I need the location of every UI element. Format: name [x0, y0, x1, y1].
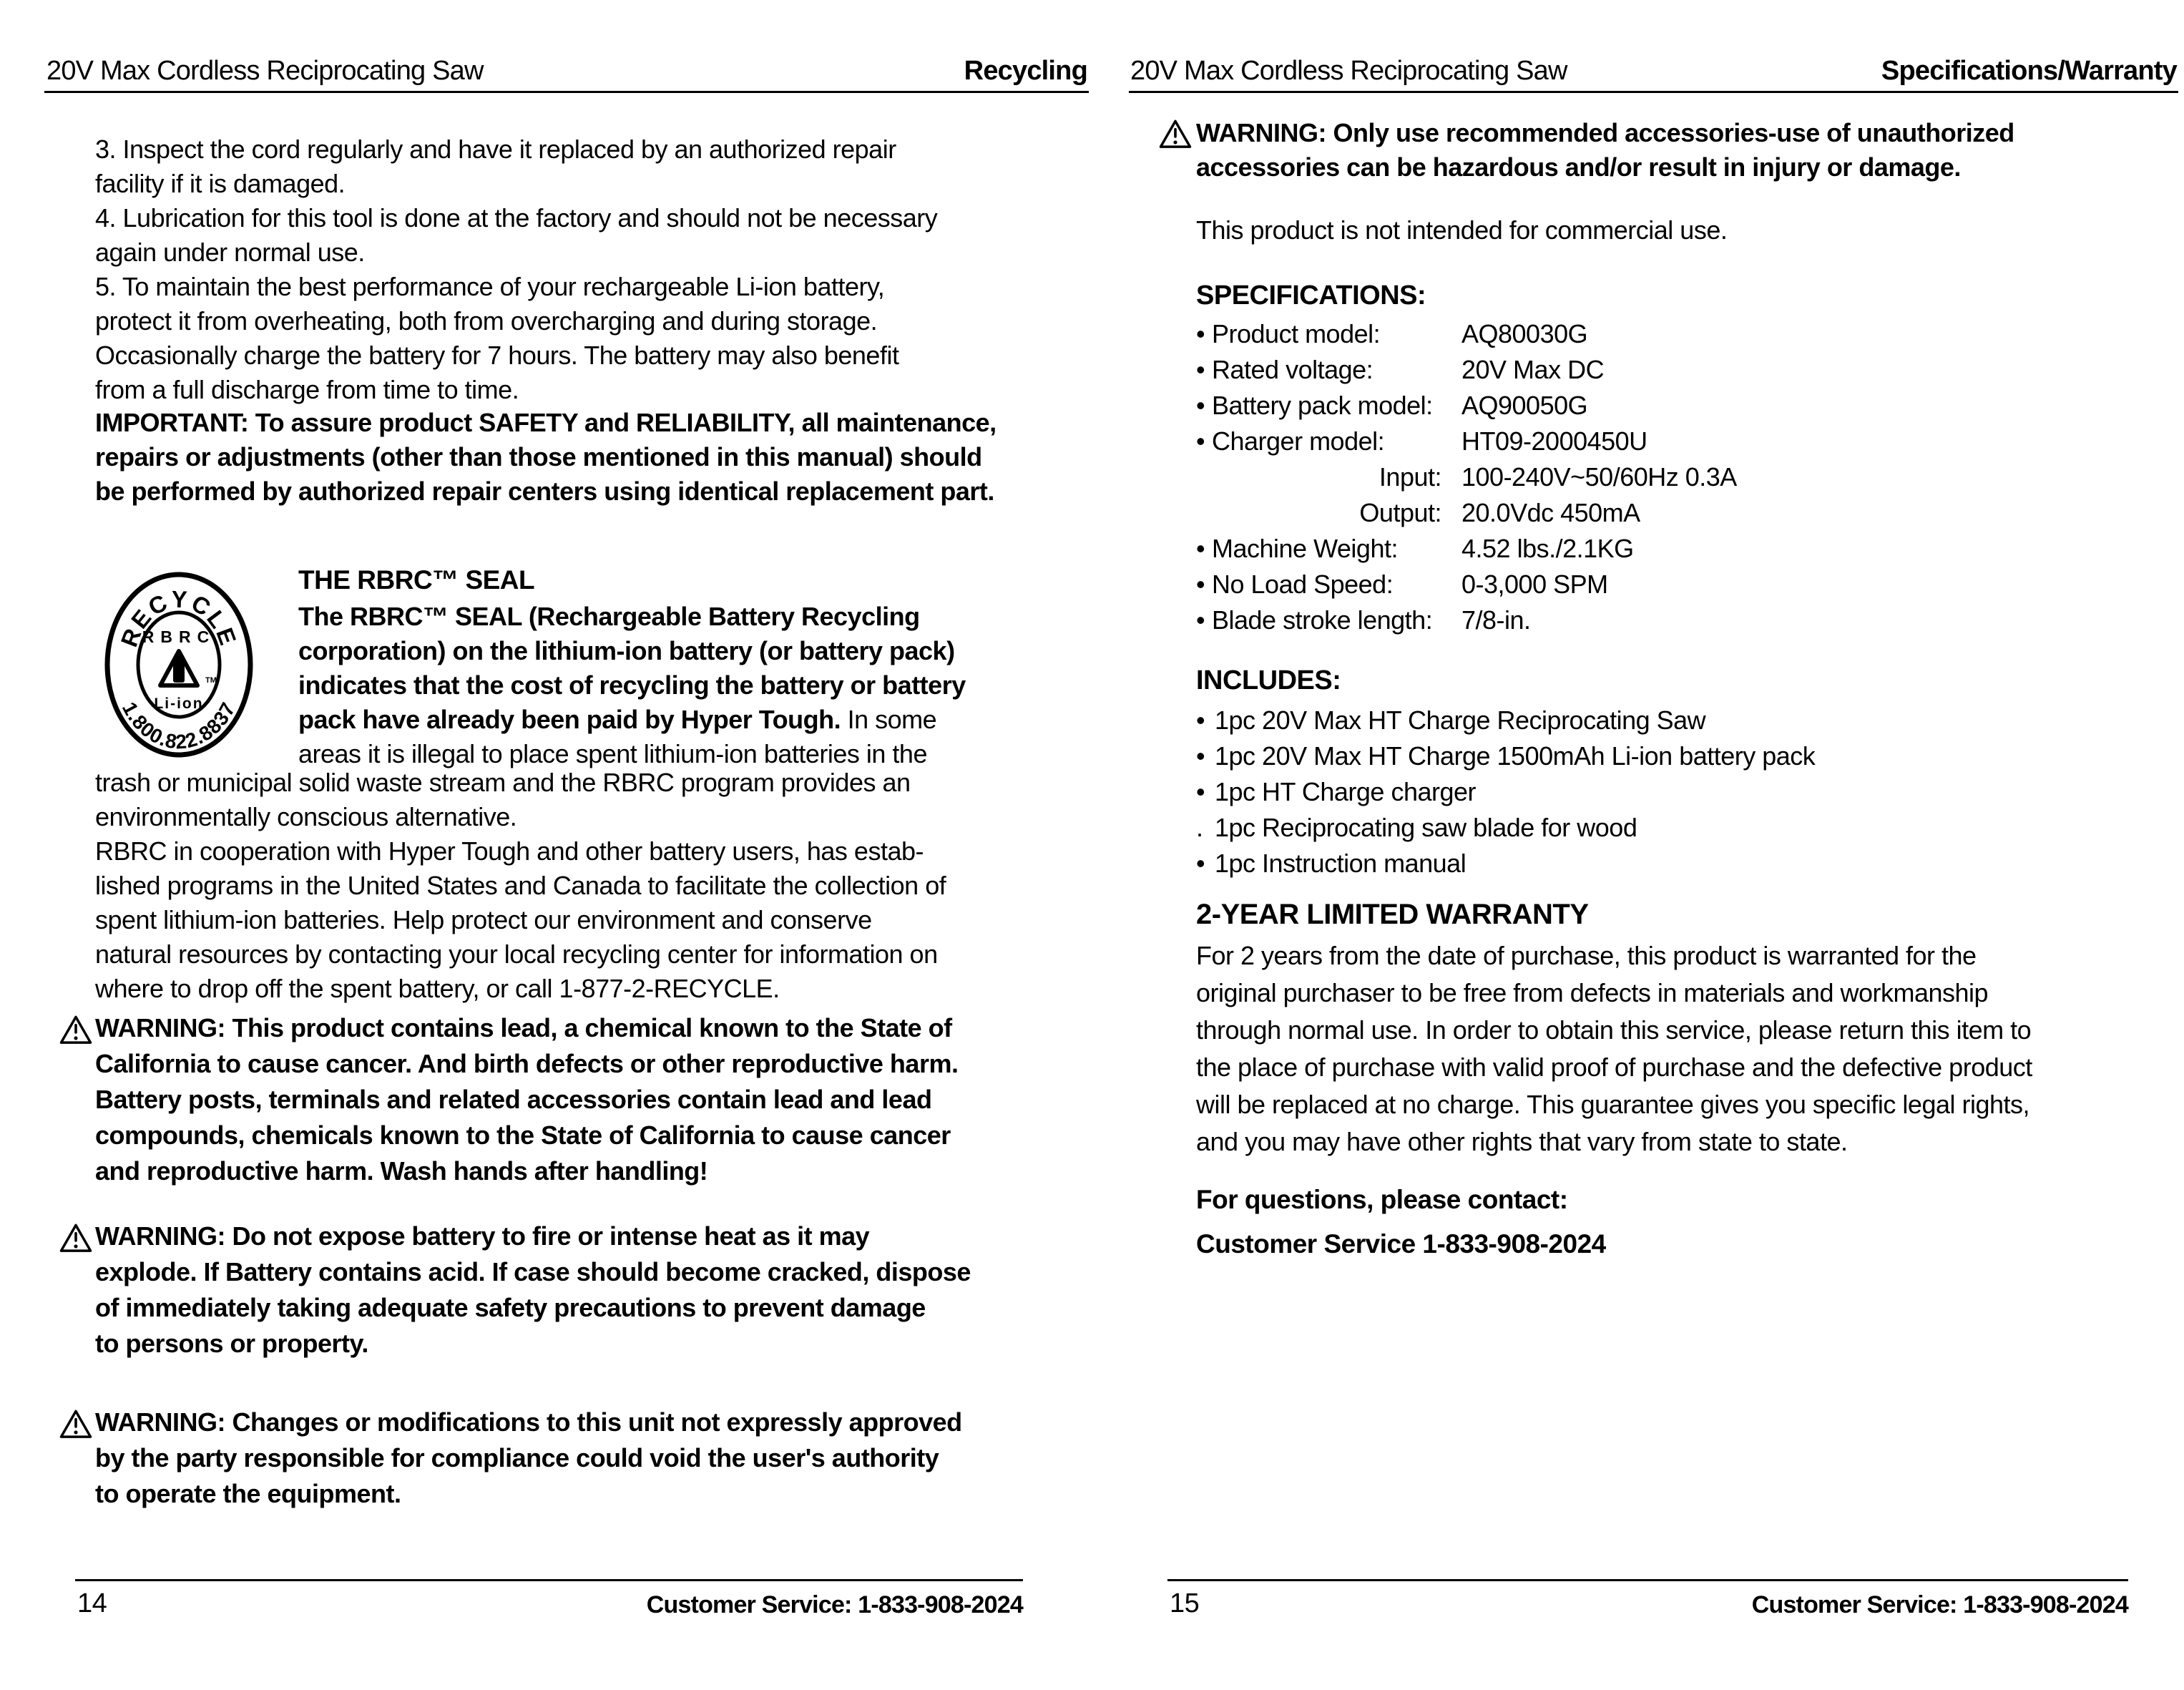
spec-bullet: •	[1196, 391, 1205, 420]
page-number: 15	[1170, 1588, 1200, 1618]
includes-heading: INCLUDES:	[1196, 665, 1341, 695]
include-item	[1196, 703, 1815, 738]
spec-bullet: •	[1196, 426, 1205, 456]
footer-customer-service: Customer Service: 1-833-908-2024	[646, 1591, 1023, 1618]
text-line: trash or municipal solid waste stream and the RBRC program provides an	[95, 768, 911, 797]
text-line: Occasionally charge the battery for 7 hours. The battery may also benefit	[95, 341, 899, 370]
spec-svalue: 100-240V~50/60Hz 0.3A	[1461, 462, 1737, 492]
seal-li-ion-text: Li-ion	[154, 695, 204, 712]
text-line: For 2 years from the date of purchase, this product is warranted for the	[1196, 941, 1977, 970]
footer-rule	[75, 1579, 1023, 1581]
rbrc-paragraph-full	[95, 766, 946, 1006]
seal-arc-bottom-text: 1.800.822.8837	[117, 698, 240, 753]
warning-fire	[95, 1218, 971, 1362]
text-line: 5. To maintain the best performance of your rechargeable Li-ion battery,	[95, 272, 885, 301]
text-line: through normal use. In order to obtain this service, please return this item to	[1196, 1015, 2032, 1045]
include-item	[1196, 846, 1815, 881]
include-text: 1pc Instruction manual	[1215, 849, 1466, 878]
text-line: corporation) on the lithium-ion battery (or battery pack)	[298, 636, 955, 665]
spec-row	[1196, 495, 1737, 531]
spec-row	[1196, 531, 1737, 567]
spec-bullet: •	[1196, 605, 1205, 635]
spec-slabel: Product model:	[1212, 319, 1381, 348]
text-line: environmentally conscious alternative.	[95, 802, 517, 831]
spec-bullet: •	[1196, 319, 1205, 348]
text-line: will be replaced at no charge. This guarantee gives you specific legal rights,	[1196, 1090, 2030, 1119]
spec-svalue: 4.52 lbs./2.1KG	[1461, 534, 1634, 563]
text-line: repairs or adjustments (other than those mentioned in this manual) should	[95, 442, 982, 472]
spec-row	[1196, 352, 1737, 388]
header-rule	[1129, 91, 2178, 93]
warranty-text	[1196, 937, 2032, 1161]
warning-triangle-icon	[59, 1015, 92, 1045]
spec-svalue: 0-3,000 SPM	[1461, 570, 1608, 599]
maintenance-instructions	[95, 132, 937, 407]
spec-svalue: AQ80030G	[1461, 319, 1588, 348]
text-line: and reproductive harm. Wash hands after handling!	[95, 1156, 708, 1186]
warning-accessories	[1196, 116, 2014, 185]
text-line: natural resources by contacting your local recycling center for information on	[95, 939, 938, 969]
text-line: spent lithium-ion batteries. Help protect our environment and conserve	[95, 905, 872, 934]
include-text: 1pc 20V Max HT Charge Reciprocating Saw	[1215, 705, 1706, 735]
seal-trademark-text: TM	[205, 676, 217, 685]
spec-row	[1196, 424, 1737, 459]
footer-customer-service: Customer Service: 1-833-908-2024	[1751, 1591, 2128, 1618]
spec-row	[1196, 602, 1737, 638]
text-line: WARNING: Only use recommended accessories-use of unauthorized	[1196, 118, 2014, 147]
spec-bullet	[1196, 495, 1212, 531]
text-line: compounds, chemicals known to the State of California to cause cancer	[95, 1120, 951, 1150]
spec-slabel: Rated voltage:	[1212, 355, 1373, 384]
include-bullet: •	[1196, 705, 1205, 735]
footer-rule	[1167, 1579, 2128, 1581]
include-bullet: •	[1196, 741, 1205, 771]
header-rule	[44, 91, 1089, 93]
spec-bullet: •	[1196, 570, 1205, 599]
text-line: explode. If Battery contains acid. If case should become cracked, dispose	[95, 1257, 971, 1286]
include-bullet: .	[1196, 813, 1203, 842]
spec-slabel: Output:	[1359, 498, 1441, 527]
spec-bullet: •	[1196, 534, 1205, 563]
include-bullet: •	[1196, 849, 1205, 878]
include-text: 1pc Reciprocating saw blade for wood	[1215, 813, 1637, 842]
text-line: from a full discharge from time to time.	[95, 375, 519, 404]
warning-triangle-icon	[59, 1409, 92, 1439]
specifications-table	[1196, 316, 1737, 638]
text-line: 3. Inspect the cord regularly and have it replaced by an authorized repair	[95, 135, 896, 164]
text-line: facility if it is damaged.	[95, 169, 346, 198]
spec-svalue: 20.0Vdc 450mA	[1461, 498, 1640, 527]
text-line: by the party responsible for compliance could void the user's authority	[95, 1443, 939, 1472]
text-line: original purchaser to be free from defects in materials and workmanship	[1196, 978, 1989, 1007]
text-line: again under normal use.	[95, 238, 365, 267]
text-line: areas it is illegal to place spent lithium-ion batteries in the	[298, 739, 927, 768]
page-number: 14	[77, 1588, 107, 1618]
warning-modifications	[95, 1405, 962, 1512]
include-text: 1pc HT Charge charger	[1215, 777, 1477, 806]
spec-slabel: Input:	[1379, 462, 1441, 492]
spec-svalue: AQ90050G	[1461, 391, 1588, 420]
include-item	[1196, 774, 1815, 810]
contact-label: For questions, please contact:	[1196, 1185, 1568, 1214]
spec-row	[1196, 316, 1737, 352]
specifications-heading: SPECIFICATIONS:	[1196, 280, 1426, 311]
text-line: Battery posts, terminals and related accessories contain lead and lead	[95, 1085, 932, 1114]
text-line: the place of purchase with valid proof of purchase and the defective product	[1196, 1052, 2032, 1082]
text-line: The RBRC™ SEAL (Rechargeable Battery Recycling	[298, 602, 920, 631]
text-line: WARNING: Changes or modifications to this unit not expressly approved	[95, 1407, 962, 1437]
page-title: 20V Max Cordless Reciprocating Saw	[46, 56, 484, 86]
rbrc-recycle-seal-icon	[104, 571, 254, 758]
text-line: lished programs in the United States and Canada to facilitate the collection of	[95, 871, 946, 900]
rbrc-heading: THE RBRC™ SEAL	[298, 565, 535, 595]
spec-slabel: Machine Weight:	[1212, 534, 1398, 563]
includes-list	[1196, 703, 1815, 881]
spec-svalue: 7/8-in.	[1461, 605, 1531, 635]
spec-row	[1196, 567, 1737, 602]
text-line: to persons or property.	[95, 1329, 368, 1358]
text-line: and you may have other rights that vary from state to state.	[1196, 1127, 1848, 1156]
rbrc-paragraph-wrapped	[298, 600, 966, 771]
seal-arc-top-text: RECYCLE	[115, 585, 243, 650]
spec-slabel: No Load Speed:	[1212, 570, 1394, 599]
text-line: to operate the equipment.	[95, 1479, 401, 1508]
section-title: Specifications/Warranty	[1881, 56, 2177, 86]
spec-svalue: HT09-2000450U	[1461, 426, 1647, 456]
page-title: 20V Max Cordless Reciprocating Saw	[1130, 56, 1567, 86]
warranty-heading: 2-YEAR LIMITED WARRANTY	[1196, 899, 1589, 930]
spec-row	[1196, 388, 1737, 424]
spec-bullet	[1196, 459, 1212, 495]
important-note	[95, 406, 996, 509]
spec-slabel: Battery pack model:	[1212, 391, 1433, 420]
section-title: Recycling	[964, 56, 1087, 86]
text-line: protect it from overheating, both from overcharging and during storage.	[95, 306, 878, 336]
text-line: indicates that the cost of recycling the battery or battery	[298, 670, 966, 700]
text-line: where to drop off the spent battery, or call 1-877-2-RECYCLE.	[95, 974, 780, 1003]
include-item	[1196, 738, 1815, 774]
warning-lead	[95, 1010, 958, 1189]
spec-svalue: 20V Max DC	[1461, 355, 1605, 384]
include-bullet: •	[1196, 777, 1205, 806]
spec-row	[1196, 459, 1737, 495]
text-line: be performed by authorized repair centers using identical replacement part.	[95, 477, 994, 506]
text-line: of immediately taking adequate safety precautions to prevent damage	[95, 1293, 926, 1322]
spec-bullet: •	[1196, 355, 1205, 384]
text-line: WARNING: Do not expose battery to fire or intense heat as it may	[95, 1221, 870, 1251]
include-text: 1pc 20V Max HT Charge 1500mAh Li-ion battery pack	[1215, 741, 1816, 771]
spec-slabel: Charger model:	[1212, 426, 1385, 456]
text-line: RBRC in cooperation with Hyper Tough and other battery users, has estab-	[95, 836, 924, 866]
seal-rbrc-text: RBRC	[142, 627, 216, 646]
contact-phone: Customer Service 1-833-908-2024	[1196, 1229, 1606, 1259]
text-line: pack have already been paid by Hyper Tough. In some	[298, 705, 937, 734]
page-specifications-warranty	[1092, 0, 2184, 1690]
warning-triangle-icon	[1159, 119, 1192, 149]
commercial-use-note: This product is not intended for commercial use.	[1196, 215, 1728, 245]
text-line: IMPORTANT: To assure product SAFETY and RELIABILITY, all maintenance,	[95, 408, 996, 437]
text-line: WARNING: This product contains lead, a chemical known to the State of	[95, 1013, 952, 1042]
text-line: 4. Lubrication for this tool is done at the factory and should not be necessary	[95, 203, 938, 233]
include-item	[1196, 810, 1815, 846]
warning-triangle-icon	[59, 1223, 92, 1253]
spec-slabel: Blade stroke length:	[1212, 605, 1433, 635]
text-line: California to cause cancer. And birth defects or other reproductive harm.	[95, 1049, 959, 1078]
text-line: accessories can be hazardous and/or result in injury or damage.	[1196, 152, 1961, 182]
